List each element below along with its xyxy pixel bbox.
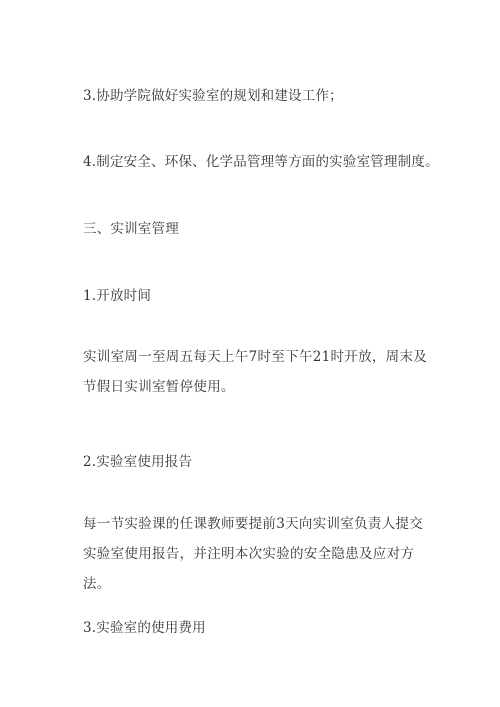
subheading-usage-report: 2.实验室使用报告 — [83, 454, 193, 470]
subheading-usage-fees: 3.实验室的使用费用 — [83, 620, 206, 636]
paragraph-opening-hours: 实训室周一至周五每天上午7时至下午21时开放，周末及节假日实训室暂停使用。 — [83, 349, 428, 395]
section-heading-training-room: 三、实训室管理 — [83, 221, 179, 237]
subheading-opening-hours: 1.开放时间 — [83, 288, 152, 304]
list-item-regulations: 4.制定安全、环保、化学品管理等方面的实验室管理制度。 — [83, 154, 439, 170]
paragraph-usage-report: 每一节实验课的任课教师要提前3天向实训室负责人提交实验室使用报告，并注明本次实验的安全隐患及应对方法。 — [83, 516, 424, 592]
list-item-planning: 3.协助学院做好实验室的规划和建设工作； — [83, 88, 343, 104]
